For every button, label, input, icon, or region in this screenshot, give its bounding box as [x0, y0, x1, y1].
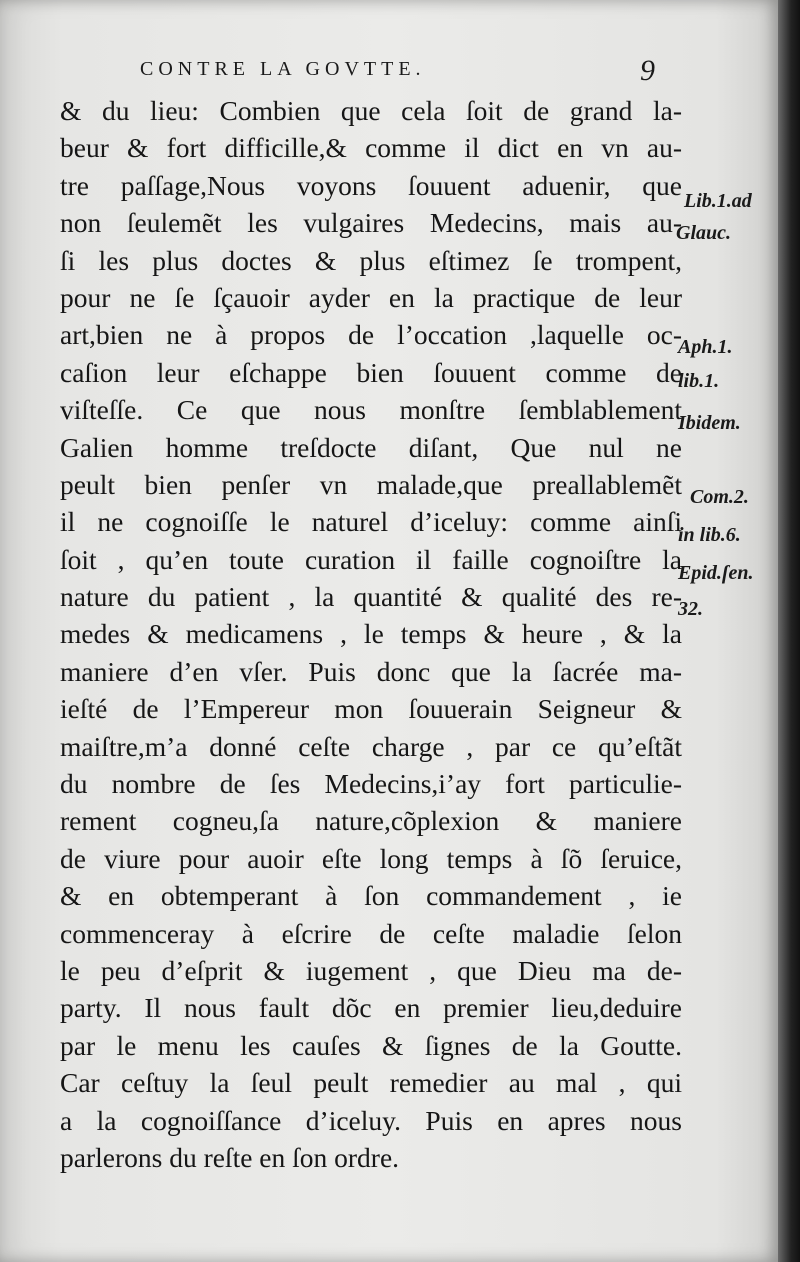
body-text — [60, 92, 682, 1176]
text-line: art,bien ne à propos de l’occation ,laquelle oc- — [60, 319, 682, 351]
text-line: pour ne ſe ſçauoir ayder en la practique de leur — [60, 281, 682, 313]
margin-note: in lib.6. — [678, 524, 741, 546]
margin-note: Aph.1. — [678, 336, 733, 358]
text-line: par le menu les cauſes & ſignes de la Goutte. — [60, 1029, 682, 1061]
margin-note: Ibidem. — [678, 412, 741, 434]
text-line: ſi les plus doctes & plus eſtimez ſe trompent, — [60, 244, 682, 276]
text-line: de viure pour auoir eſte long temps à ſõ ſeruice, — [60, 842, 682, 874]
margin-note: 32. — [678, 598, 703, 620]
text-line: Galien homme treſdocte diſant, Que nul ne — [60, 431, 682, 463]
text-line: peult bien penſer vn malade,que preallablemẽt — [60, 468, 682, 500]
text-line: le peu d’eſprit & iugement , que Dieu ma de- — [60, 954, 682, 986]
text-line: rement cogneu,ſa nature,cõplexion & maniere — [60, 805, 682, 837]
text-line: caſion leur eſchappe bien ſouuent comme de — [60, 356, 682, 388]
text-line: du nombre de ſes Medecins,i’ay fort particulie- — [60, 768, 682, 800]
margin-note: Com.2. — [690, 486, 749, 508]
margin-notes — [674, 0, 784, 700]
text-line: & en obtemperant à ſon commandement , ie — [60, 880, 682, 912]
text-line: commenceray à eſcrire de ceſte maladie ſelon — [60, 917, 682, 949]
text-line: medes & medicamens , le temps & heure , & la — [60, 618, 682, 650]
text-line: party. Il nous fault dõc en premier lieu,deduire — [60, 992, 682, 1024]
margin-note: Lib.1.ad — [684, 190, 752, 212]
text-line: maniere d’en vſer. Puis donc que la ſacrée ma- — [60, 655, 682, 687]
text-line: viſteſſe. Ce que nous monſtre ſemblablement — [60, 394, 682, 426]
text-line: il ne cognoiſſe le naturel d’iceluy: comme ainſi — [60, 506, 682, 538]
text-line: ſoit , qu’en toute curation il faille cognoiſtre la — [60, 543, 682, 575]
text-line: beur & fort difficille,& comme il dict en vn au- — [60, 132, 682, 164]
text-line: tre paſſage,Nous voyons ſouuent aduenir, que — [60, 169, 682, 201]
margin-note: Glauc. — [676, 222, 731, 244]
text-line: & du lieu: Combien que cela ſoit de grand la- — [60, 95, 682, 126]
text-line: nature du patient , la quantité & qualité des re- — [60, 581, 682, 613]
text-line: maiſtre,m’a donné ceſte charge , par ce qu’eſtãt — [60, 730, 682, 762]
margin-note: Epid.ſen. — [678, 562, 754, 584]
text-line: non ſeulemẽt les vulgaires Medecins, mais au- — [60, 207, 682, 239]
text-line: a la cognoiſſance d’iceluy. Puis en apres nous — [60, 1104, 682, 1136]
running-title: CONTRE LA GOVTTE. — [140, 58, 426, 80]
text-line: ieſté de l’Empereur mon ſouuerain Seigneur & — [60, 693, 682, 725]
margin-note: lib.1. — [678, 370, 720, 392]
text-line: parlerons du reſte en ſon ordre. — [60, 1141, 400, 1173]
text-line: Car ceſtuy la ſeul peult remedier au mal , qui — [60, 1067, 682, 1099]
page-number: 9 — [640, 54, 655, 87]
